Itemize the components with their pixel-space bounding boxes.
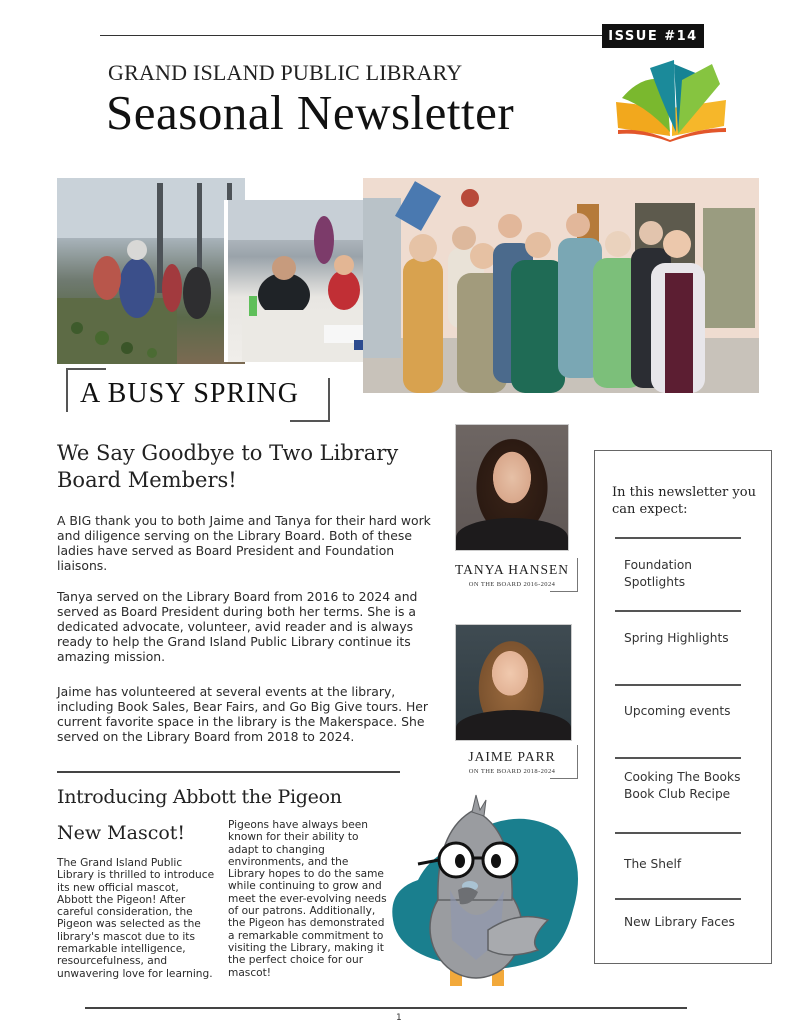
board-member-name: TANYA HANSEN (454, 562, 570, 577)
plant-sale-scene (57, 178, 245, 364)
section-heading-box (66, 368, 330, 422)
header-rule (100, 35, 605, 36)
mascot-paragraph: The Grand Island Public Library is thrilled to introduce its new official mascot, Abbott the Pigeon! After careful consideration, the Pigeon was selected as the library's mascot due to its remarkable intelligence, resourcefulness, and unwavering love for learning. (57, 857, 215, 980)
sidebar-divider (615, 898, 741, 900)
pigeon-mascot-illustration (388, 790, 583, 995)
tanya-hansen-portrait (455, 424, 569, 551)
board-members-group-photo (363, 178, 759, 393)
open-book-logo-icon (612, 58, 732, 142)
board-member-name: JAIME PARR (468, 749, 556, 764)
plant-sale-photo (57, 178, 245, 364)
board-member-card (452, 562, 572, 594)
portrait-shoulders (456, 518, 568, 551)
portrait-shoulders (456, 710, 571, 740)
frame-corner-bottom-right (550, 558, 578, 592)
sidebar-divider (615, 832, 741, 834)
frame-corner-bottom-right (550, 745, 578, 779)
mascot-paragraph: Pigeons have always been known for their ability to adapt to changing environments, and the Library hopes to do the same while continuing to grow and meet the ever-evolving needs of our patrons. Additionally, the Pigeon has demonstrated a remarkable commitment to visiting the Library, making it the perfect choice for our mascot! (228, 819, 387, 979)
jaime-parr-portrait (455, 624, 572, 741)
article-paragraph: A BIG thank you to both Jaime and Tanya for their hard work and diligence serving on the Library Board. Both of these ladies have served as Board President and Foundation liaisons. (57, 513, 431, 573)
issue-badge: ISSUE #14 (602, 24, 704, 48)
article-heading: We Say Goodbye to Two Library Board Members! (57, 441, 399, 492)
mascot-heading: Introducing Abbott the Pigeon (57, 786, 342, 808)
mascot-subheading: New Mascot! (57, 822, 186, 844)
sidebar-divider (615, 537, 741, 539)
sidebar-item-cooking-the-books[interactable]: Cooking The Books Book Club Recipe (624, 770, 741, 801)
sidebar-item-upcoming-events[interactable]: Upcoming events (624, 704, 731, 718)
article-paragraph: Jaime has volunteered at several events at the library, including Book Sales, Bear Fairs, and Go Big Give tours. Her current favorite space in the library is the Makerspace. She served on the Library Board from 2018 to 2024. (57, 684, 429, 744)
section-heading: A BUSY SPRING (80, 378, 299, 409)
sidebar-item-spring-highlights[interactable]: Spring Highlights (624, 631, 729, 645)
page-number: 1 (396, 1013, 402, 1023)
section-divider (57, 771, 400, 773)
board-member-term: ON THE BOARD 2018-2024 (468, 768, 556, 775)
sidebar-divider (615, 757, 741, 759)
newsletter-title: Seasonal Newsletter (106, 85, 515, 140)
sidebar-divider (615, 684, 741, 686)
board-member-term: ON THE BOARD 2016-2024 (468, 581, 556, 588)
sidebar-item-new-library-faces[interactable]: New Library Faces (624, 915, 735, 929)
article-paragraph: Tanya served on the Library Board from 2016 to 2024 and served as Board President during both her terms. She is a dedicated advocate, volunteer, avid reader and is always ready to help the Grand Island Public Library continue its amazing mission. (57, 589, 418, 664)
sidebar-title: In this newsletter you can expect: (612, 485, 756, 517)
sidebar-item-the-shelf[interactable]: The Shelf (624, 857, 682, 871)
footer-rule (85, 1007, 687, 1009)
group-photo-scene (363, 178, 759, 393)
organization-name: GRAND ISLAND PUBLIC LIBRARY (108, 60, 463, 85)
sidebar-item-foundation-spotlights[interactable]: Foundation Spotlights (624, 558, 693, 589)
board-member-card (452, 749, 572, 781)
sidebar-divider (615, 610, 741, 612)
contents-sidebar (594, 450, 772, 964)
